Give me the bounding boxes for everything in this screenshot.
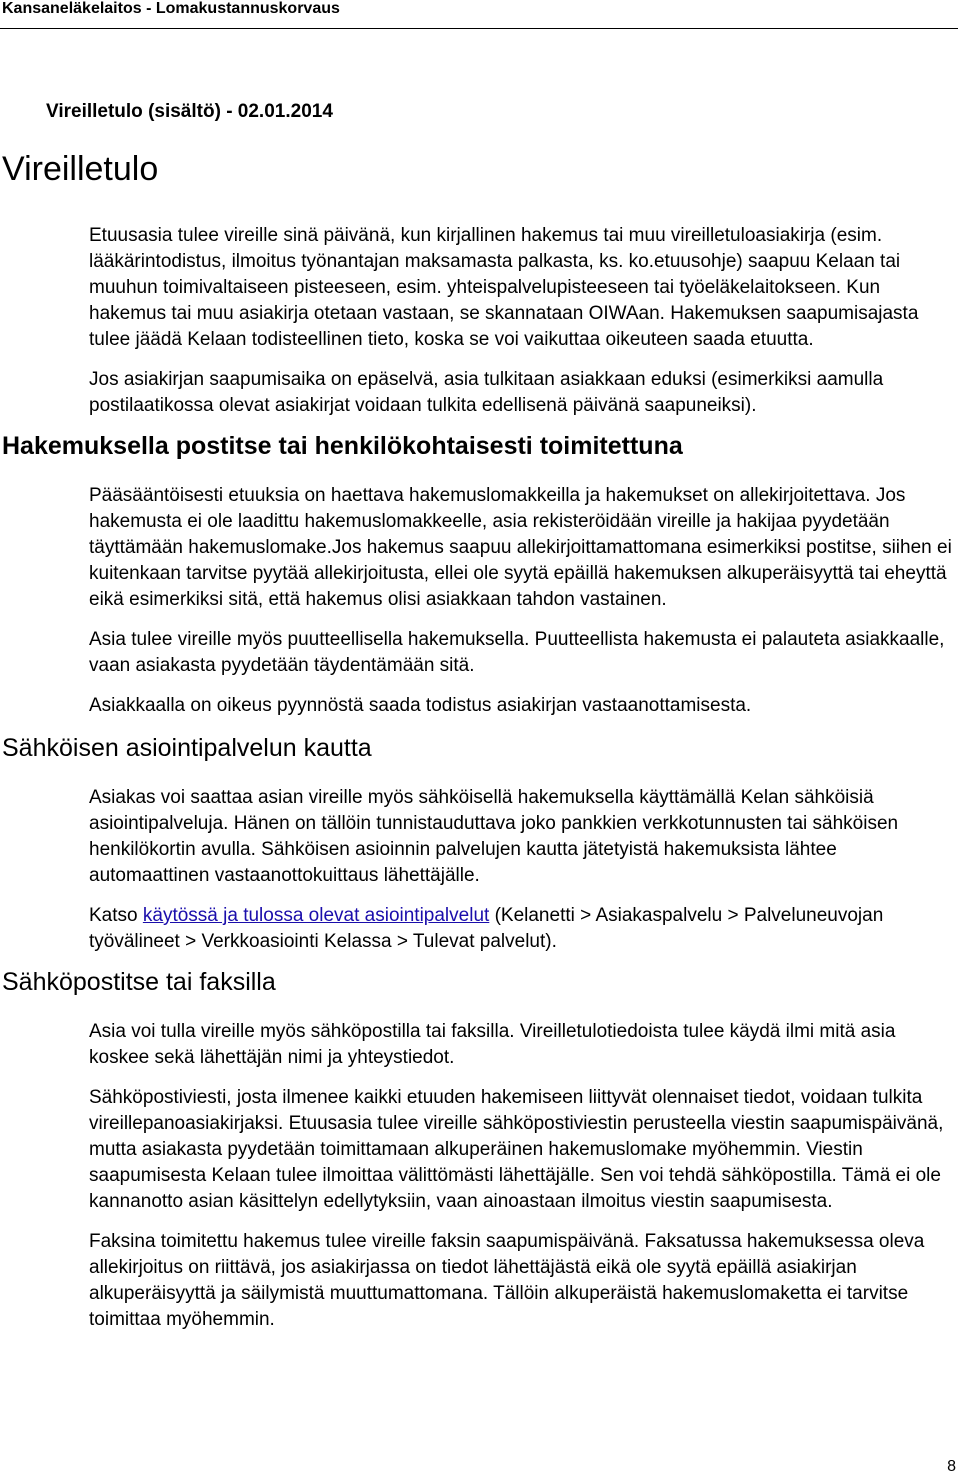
online-paragraph-2-suffix: (Kelanetti > Asiakaspalvelu > Palveluneuvojan työvälineet > Verkkoasiointi Kelassa > Tulevat palvelut). xyxy=(89,905,884,952)
post-paragraph-2: Asia tulee vireille myös puutteellisella hakemuksella. Puutteellista hakemusta ei palauteta asiakkaalle, vaan asiakasta pyydetään täydentämään sitä. xyxy=(89,629,945,676)
intro-paragraph-2: Jos asiakirjan saapumisaika on epäselvä, asia tulkitaan asiakkaan eduksi (esimerkiksi aamulla postilaatikossa olevat asiakirjat voidaan tulkita edellisenä päivänä saapuneiksi). xyxy=(89,369,884,416)
email-paragraph-2: Sähköpostiviesti, josta ilmenee kaikki etuuden hakemiseen liittyvät olennaiset tiedot, voidaan tulkita vireillepanoasiakirjaksi. Etuusasia tulee vireille sähköpostiviestin perusteella viestin saapumispäivänä, mutta asiakasta pyydetään toimittamaan alkuperäinen hakemuslomake myöhemmin. Viestin saapumisesta Kelaan tulee ilmoittaa välittömästi lähettäjälle. Sen voi tehdä sähköpostilla. Tämä ei ole kannanotto asian käsittelyn edellytyksiin, vaan ainoastaan ilmoitus viestin saapumisesta. xyxy=(89,1087,944,1212)
intro-paragraph-1: Etuusasia tulee vireille sinä päivänä, kun kirjallinen hakemus tai muu vireilletuloasiakirja (esim. lääkärintodistus, ilmoitus työnantajan maksamasta palkasta, ks. ko.etuusohje) saapuu Kelaan tai muuhun toimivaltaiseen pisteeseen, esim. yhteispalvelupisteeseen tai työeläkelaitokseen. Kun hakemus tai muu asiakirja otetaan vastaan, se skannataan OIWAan. Hakemuksen saapumisajasta tulee jäädä Kelaan todisteellinen tieto, koska se voi vaikuttaa oikeuteen saada etuutta. xyxy=(89,225,919,350)
page-header-organization: Kansaneläkelaitos - Lomakustannuskorvaus xyxy=(2,0,340,17)
online-paragraph-1: Asiakas voi saattaa asian vireille myös sähköisellä hakemuksella käyttämällä Kelan sähköisiä asiointipalveluja. Hänen on tällöin tunnistauduttava joko pankkien verkkotunnusten tai sähköisen henkilökortin avulla. Sähköisen asioinnin palvelujen kautta jätetyistä hakemuksista lähtee automaattinen vastaanottokuittaus lähettäjälle. xyxy=(89,787,899,886)
section-heading-post: Hakemuksella postitse tai henkilökohtaisesti toimitettuna xyxy=(2,432,683,460)
document-body xyxy=(0,223,960,1347)
email-paragraph-3: Faksina toimitettu hakemus tulee vireille faksin saapumispäivänä. Faksatussa hakemuksessa oleva allekirjoitus on riittävä, jos asiakirjassa on tiedot lähettäjästä eikä ole syytä epäillä asiakirjan alkuperäisyyttä ja säilymistä muuttumattomana. Tällöin alkuperäistä hakemuslomaketta ei tarvitse toimittaa myöhemmin. xyxy=(89,1231,925,1330)
page-title: Vireilletulo xyxy=(2,150,159,188)
email-paragraph-1: Asia voi tulla vireille myös sähköpostilla tai faksilla. Vireilletulotiedoista tulee käydä ilmi mitä asia koskee sekä lähettäjän nimi ja yhteystiedot. xyxy=(89,1021,896,1068)
section-heading-email: Sähköpostitse tai faksilla xyxy=(2,968,276,996)
services-link[interactable]: käytössä ja tulossa olevat asiointipalvelut xyxy=(142,905,490,926)
online-paragraph-2-prefix: Katso xyxy=(89,905,143,926)
document-meta: Vireilletulo (sisältö) - 02.01.2014 xyxy=(46,101,333,122)
section-heading-online: Sähköisen asiointipalvelun kautta xyxy=(2,734,372,762)
post-paragraph-3: Asiakkaalla on oikeus pyynnöstä saada todistus asiakirjan vastaanottamisesta. xyxy=(89,695,752,716)
post-paragraph-1: Pääsääntöisesti etuuksia on haettava hakemuslomakkeilla ja hakemukset on allekirjoitettava. Jos hakemusta ei ole laadittu hakemuslomakkeelle, asia rekisteröidään vireille ja hakijaa pyydetään täyttämään hakemuslomake.Jos hakemus saapuu allekirjoittamattomana esimerkiksi postitse, siihen ei kuitenkaan tarvitse pyytää allekirjoitusta, ellei ole syytä epäillä hakemuksen alkuperäisyyttä tai eheyttä eikä esimerkiksi sitä, että hakemus olisi asiakkaan tahdon vastainen. xyxy=(89,485,952,610)
online-paragraph-2 xyxy=(89,903,957,955)
header-divider xyxy=(0,28,958,29)
page-number: 8 xyxy=(947,1458,956,1475)
